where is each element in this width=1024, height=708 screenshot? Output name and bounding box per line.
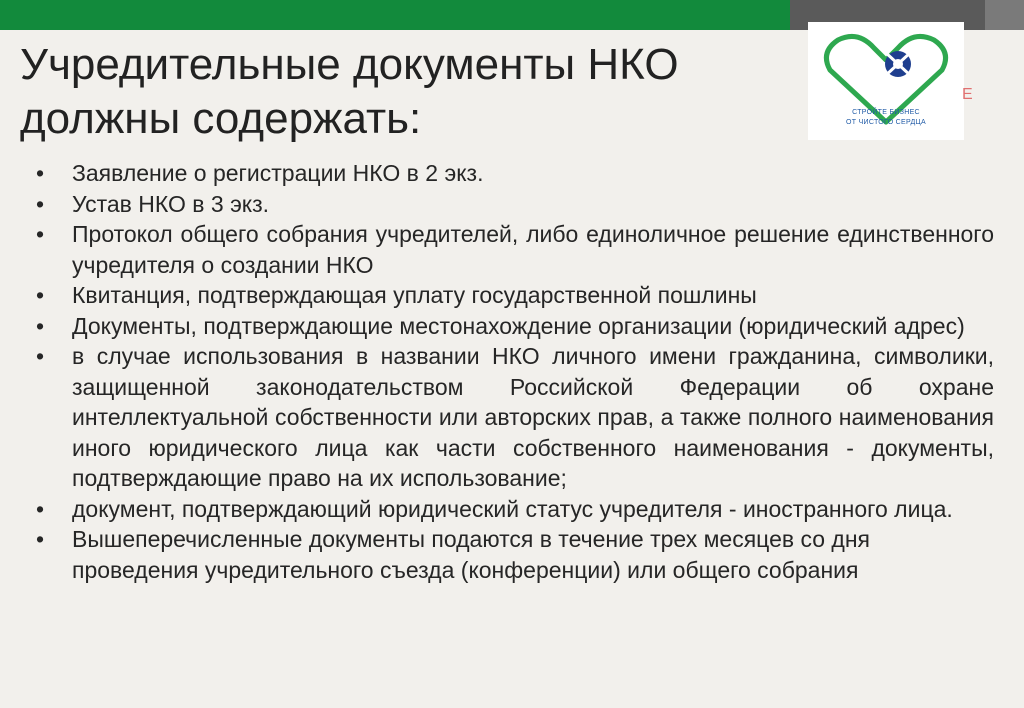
- list-item-text: Протокол общего собрания учредителей, либо единоличное решение единственного учредителя о создании НКО: [72, 221, 994, 278]
- logo-caption-line-2: ОТ ЧИСТОГО СЕРДЦА: [846, 119, 926, 126]
- slide-title-line-2: должны содержать:: [20, 94, 422, 143]
- list-item: [36, 158, 994, 189]
- bullet-icon: •: [36, 526, 45, 552]
- logo: [808, 22, 964, 140]
- bullet-icon: •: [36, 312, 45, 339]
- slide-title: [20, 38, 780, 146]
- list-item-text: Устав НКО в 3 экз.: [72, 190, 270, 217]
- logo-caption-line-1: СТРОЙТЕ БИЗНЕС: [852, 109, 920, 116]
- logo-extra-mark: E: [962, 86, 973, 103]
- bullet-icon: •: [36, 343, 45, 369]
- top-bar-corner-segment: [985, 0, 1024, 30]
- bullet-icon: •: [36, 160, 45, 186]
- list-item-text: Заявление о регистрации НКО в 2 экз.: [72, 160, 484, 186]
- list-item: [36, 524, 994, 585]
- list-item: [36, 280, 994, 311]
- logo-caption: [808, 108, 964, 128]
- bullet-icon: •: [36, 282, 45, 308]
- list-item: [36, 494, 994, 525]
- list-item: [36, 341, 994, 494]
- list-item-text: Документы, подтверждающие местонахождение организации (юридический адрес): [72, 312, 965, 339]
- list-item: [36, 219, 994, 280]
- bullet-icon: •: [36, 221, 45, 247]
- bullet-icon: •: [36, 495, 45, 522]
- list-item-text: Квитанция, подтверждающая уплату государственной пошлины: [72, 282, 757, 308]
- slide-title-line-1: Учредительные документы НКО: [20, 40, 679, 89]
- list-item: [36, 311, 994, 342]
- list-item-text: Вышеперечисленные документы подаются в течение трех месяцев со дня проведения учредительного съезда (конференции) или общего собрания: [72, 526, 871, 583]
- list-item: [36, 189, 994, 220]
- bullet-icon: •: [36, 190, 45, 217]
- list-item-text: в случае использования в названии НКО личного имени гражданина, символики, защищенной законодательством Российской Федерации об охране интеллектуальной собственности или авторских прав, а также полного наименования иного юридического лица как части собственного наименования - документы, подтверждающие право на их использование;: [72, 343, 994, 491]
- documents-list: [36, 158, 994, 585]
- list-item-text: документ, подтверждающий юридический статус учредителя - иностранного лица.: [72, 495, 953, 522]
